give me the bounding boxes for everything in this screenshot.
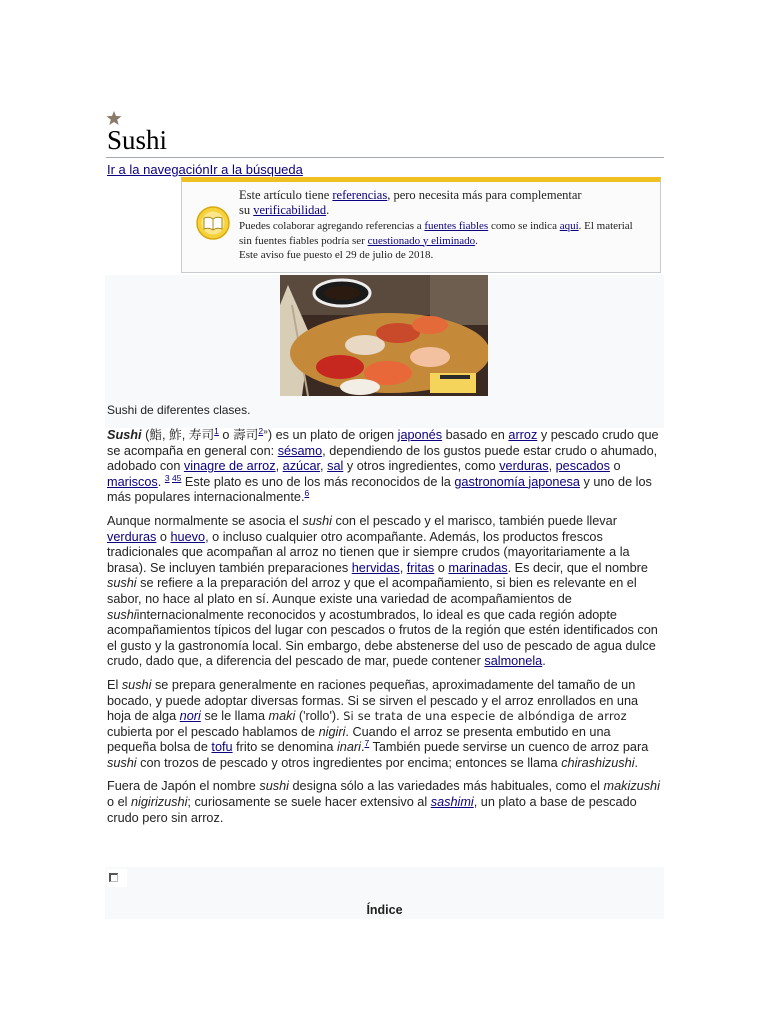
- verificabilidad-link[interactable]: verificabilidad: [253, 203, 327, 217]
- jump-to-search-link[interactable]: Ir a la búsqueda: [209, 162, 303, 177]
- paragraph: Aunque normalmente se asocia el sushi con el pescado y el marisco, también puede llevar verduras o huevo, o incluso cualquier otro acompañante. Además, los productos frescos tradicionales que acompañan al arroz no tienen que ir siempre crudos (mayoritariamente a la brasa). Se incluyen también preparaciones hervidas, fritas o marinadas. Es decir, que el nombre sushi se refiere a la preparación del arroz y que el acompañamiento, si bien es relevante en el sabor, no hace al plato en sí. Aunque existe una variedad de acompañamientos de sushiinternacionalmente reconocidos y acostumbrados, lo ideal es que cada región adopte acompañamientos típicos del lugar con pescados o frutos de la región que estén identificados con el gusto y la gastronomía local. Sin embargo, debe abstenerse del uso de pescado de agua dulce crudo, dado que, a diferencia del pescado de mar, puede contener salmonela.: [107, 513, 658, 669]
- jump-links: [107, 162, 303, 178]
- references-notice: [181, 177, 661, 273]
- book-icon: [196, 206, 230, 240]
- paragraph: Fuera de Japón el nombre sushi designa sólo a las variedades más habituales, como el makizushi o el nigirizushi; curiosamente se suele hacer extensivo al sashimi, un plato a base de pescado crudo pero sin arroz.: [107, 779, 660, 825]
- page-title: Sushi: [107, 125, 168, 155]
- jump-to-navigation-link[interactable]: Ir a la navegación: [107, 162, 210, 177]
- title-divider: [106, 157, 664, 158]
- notice-date: Este aviso fue puesto el 29 de julio de 2018.: [239, 248, 434, 261]
- paragraph: El sushi se prepara generalmente en raciones pequeñas, aproximadamente del tamaño de un bocado, y puede adoptar diversas formas. Si se sirven el pescado y el arroz enrollados en una hoja de alga nori se le llama maki ('rollo'). Si se trata de una especie de albóndiga de arroz cubierta por el pescado hablamos de nigiri. Cuando el arroz se presenta embutido en una pequeña bolsa de tofu frito se denomina inari.$^7$ También puede servirse un cuenco de arroz para sushi con trozos de pescado y otros ingredientes por encima; entonces se llama chirashizushi.: [107, 677, 649, 770]
- article-body: [107, 425, 663, 834]
- aqui-link[interactable]: aquí: [559, 220, 579, 232]
- figure-caption: Sushi de diferentes clases.: [107, 403, 251, 417]
- paragraph: Sushi (鮨, 鮓, 寿司$^1$ o 壽司$^{2»}$) es un plato de origen japonés basado en arroz y pescado crudo que se acompaña en general con: sésamo, dependiendo de los gustos puede estar crudo o ahumado, adobado con vinagre de arroz, azúcar, sal y otros ingredientes, como verduras, pescados o mariscos. $^{3 45}$ Este plato es uno de los más reconocidos de la gastronomía japonesa y uno de los más populares internacionalmente.$^6$: [107, 425, 659, 505]
- table-of-contents: [105, 867, 664, 919]
- toc-toggle-checkbox[interactable]: [107, 869, 127, 887]
- sushi-photo[interactable]: [280, 275, 488, 396]
- toc-title: Índice: [366, 903, 403, 917]
- fuentes-fiables-link[interactable]: fuentes fiables: [424, 220, 489, 232]
- cuestionado-link[interactable]: cuestionado y eliminado: [367, 234, 476, 247]
- referencias-link[interactable]: referencias: [332, 188, 388, 202]
- notice-text: Este artículo tiene referencias, pero necesita más para complementar su verificabilidad. Puedes colaborar agregando referencias a fuentes fiables como se indica aquí. El material sin fuentes fiables podría ser cuestionado y eliminado. Este aviso fue puesto el 29 de julio de 2018.: [239, 188, 654, 262]
